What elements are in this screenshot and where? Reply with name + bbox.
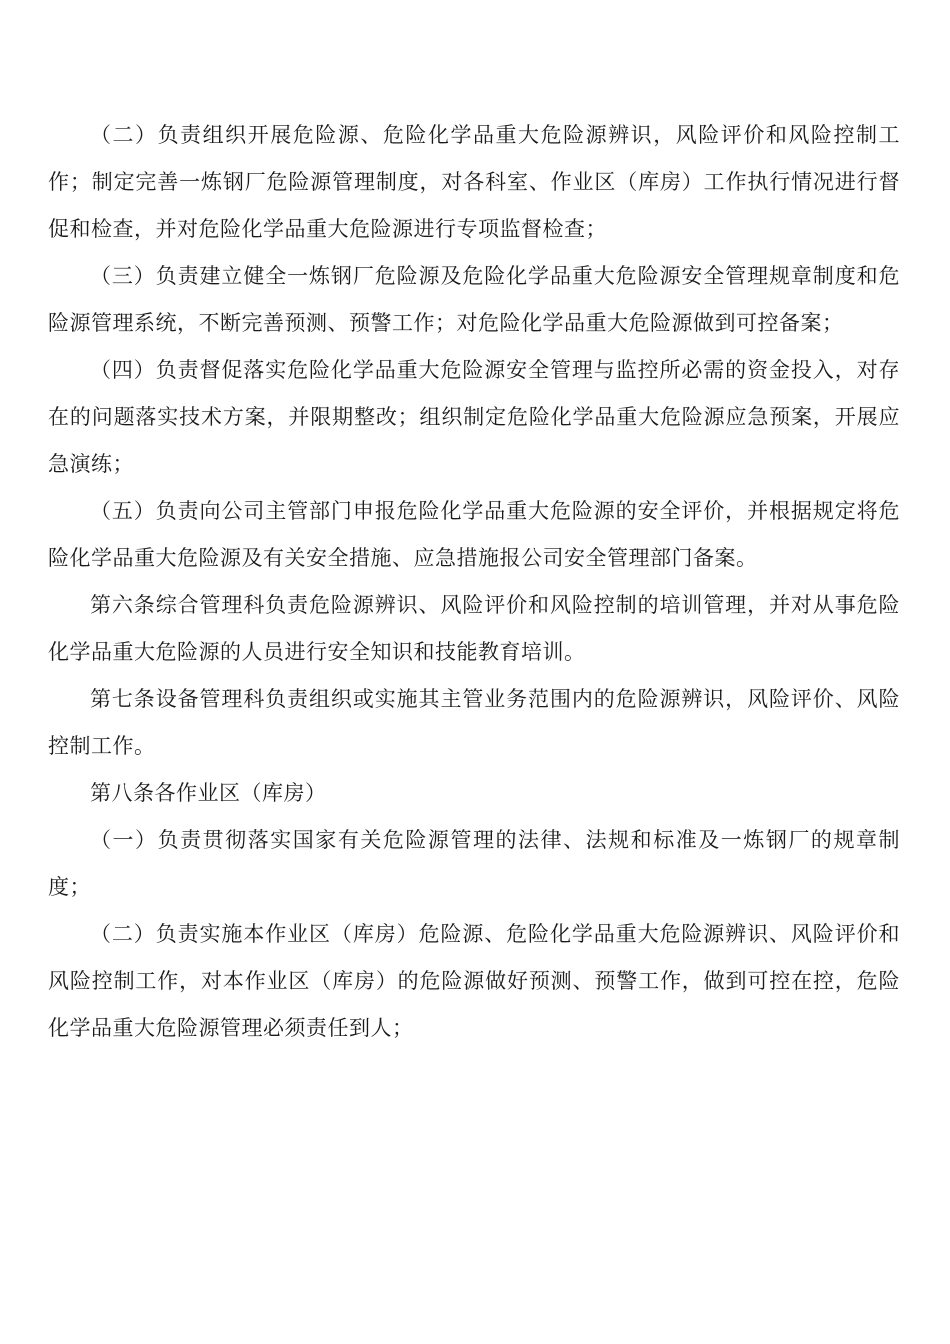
paragraph-article-7: 第七条设备管理科负责组织或实施其主管业务范围内的危险源辨识，风险评价、风险控制工作。: [48, 687, 900, 758]
paragraph-area-duty-1: （一）负责贯彻落实国家有关危险源管理的法律、法规和标准及一炼钢厂的规章制度；: [48, 828, 900, 899]
paragraph-article-6: 第六条综合管理科负责危险源辨识、风险评价和风险控制的培训管理，并对从事危险化学品重大危险源的人员进行安全知识和技能教育培训。: [48, 593, 900, 664]
paragraph-dept-duty-3: （三）负责建立健全一炼钢厂危险源及危险化学品重大危险源安全管理规章制度和危险源管理系统，不断完善预测、预警工作；对危险化学品重大危险源做到可控备案；: [48, 264, 900, 335]
paragraph-dept-duty-2: （二）负责组织开展危险源、危险化学品重大危险源辨识，风险评价和风险控制工作；制定完善一炼钢厂危险源管理制度，对各科室、作业区（库房）工作执行情况进行督促和检查，并对危险化学品重大危险源进行专项监督检查；: [48, 123, 900, 241]
paragraph-dept-duty-5: （五）负责向公司主管部门申报危险化学品重大危险源的安全评价，并根据规定将危险化学品重大危险源及有关安全措施、应急措施报公司安全管理部门备案。: [48, 499, 900, 570]
document-body: [48, 112, 900, 1052]
paragraph-dept-duty-4: （四）负责督促落实危险化学品重大危险源安全管理与监控所必需的资金投入，对存在的问题落实技术方案，并限期整改；组织制定危险化学品重大危险源应急预案，开展应急演练；: [48, 358, 900, 476]
paragraph-article-8: 第八条各作业区（库房）: [90, 781, 327, 805]
paragraph-area-duty-2: （二）负责实施本作业区（库房）危险源、危险化学品重大危险源辨识、风险评价和风险控制工作，对本作业区（库房）的危险源做好预测、预警工作，做到可控在控，危险化学品重大危险源管理必须责任到人；: [48, 922, 900, 1040]
